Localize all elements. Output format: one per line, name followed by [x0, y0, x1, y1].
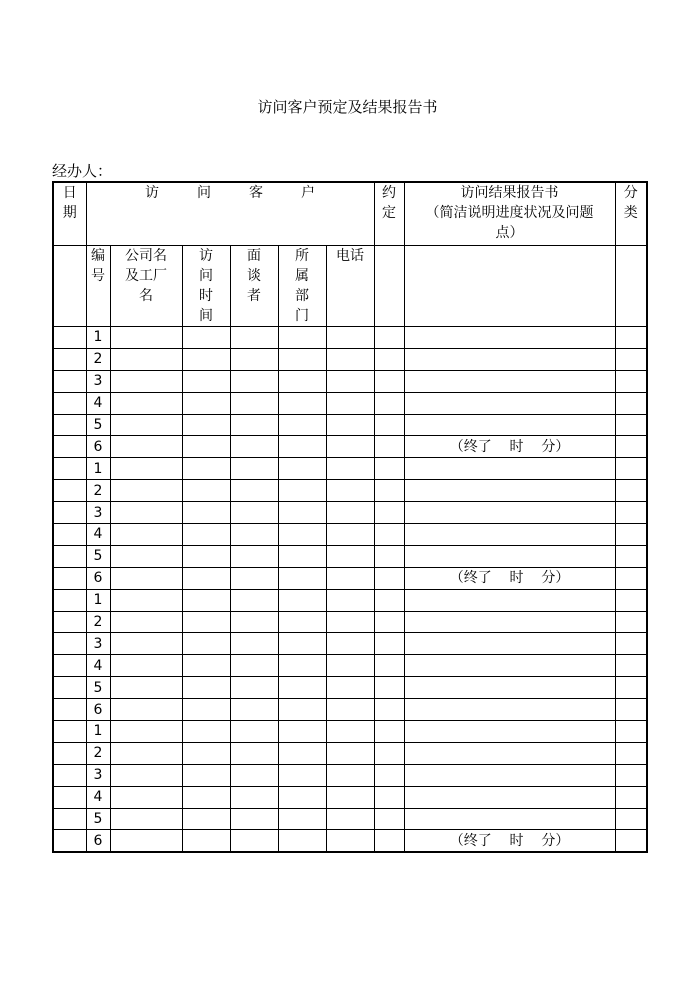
visitor-char: 客 [249, 185, 264, 201]
no-cell: 6 [86, 830, 110, 852]
interviewee-cell [230, 677, 278, 699]
phone-cell [326, 436, 374, 458]
table-row [53, 633, 647, 655]
department-cell [278, 589, 326, 611]
department-cell [278, 458, 326, 480]
category-cell [615, 392, 647, 414]
no-cell: 1 [86, 327, 110, 349]
phone-cell [326, 348, 374, 370]
table-row [53, 458, 647, 480]
appointment-cell [374, 786, 404, 808]
company-header: 公司名及工厂名 [110, 246, 182, 327]
interviewee-cell [230, 764, 278, 786]
department-cell [278, 633, 326, 655]
table-row [53, 764, 647, 786]
appointment-cell [374, 348, 404, 370]
date-cell [53, 742, 86, 764]
appointment-cell [374, 721, 404, 743]
interviewee-cell [230, 545, 278, 567]
visit-time-cell [182, 502, 230, 524]
date-cell [53, 436, 86, 458]
visit-time-cell [182, 677, 230, 699]
no-cell: 3 [86, 502, 110, 524]
no-cell: 5 [86, 414, 110, 436]
company-cell [110, 808, 182, 830]
date-cell [53, 370, 86, 392]
department-cell [278, 370, 326, 392]
result-cell [404, 348, 615, 370]
department-header: 所属部门 [278, 246, 326, 327]
interviewee-header: 面谈者 [230, 246, 278, 327]
phone-cell [326, 502, 374, 524]
department-cell [278, 392, 326, 414]
category-cell [615, 633, 647, 655]
date-cell [53, 808, 86, 830]
interviewee-cell [230, 611, 278, 633]
table-row [53, 699, 647, 721]
result-cell [404, 808, 615, 830]
department-cell [278, 327, 326, 349]
visit-time-cell [182, 786, 230, 808]
table-row [53, 524, 647, 546]
appointment-cell [374, 524, 404, 546]
department-cell [278, 348, 326, 370]
date-cell [53, 327, 86, 349]
department-cell [278, 699, 326, 721]
no-cell: 3 [86, 633, 110, 655]
department-cell [278, 742, 326, 764]
phone-cell [326, 414, 374, 436]
result-header: 访问结果报告书 （简洁说明进度状况及问题点） [404, 182, 615, 246]
visitor-header [86, 182, 374, 246]
visit-time-cell [182, 699, 230, 721]
result-cell: （终了 时 分） [404, 436, 615, 458]
table-row [53, 392, 647, 414]
interviewee-cell [230, 414, 278, 436]
date-cell [53, 414, 86, 436]
phone-cell [326, 677, 374, 699]
result-cell [404, 699, 615, 721]
date-cell [53, 786, 86, 808]
company-cell [110, 742, 182, 764]
category-cell [615, 480, 647, 502]
department-cell [278, 611, 326, 633]
interviewee-cell [230, 480, 278, 502]
category-subheader-cell [615, 246, 647, 327]
department-cell [278, 567, 326, 589]
date-cell [53, 830, 86, 852]
table-row [53, 786, 647, 808]
appointment-cell [374, 502, 404, 524]
interviewee-cell [230, 370, 278, 392]
table-row [53, 655, 647, 677]
page-title: 访问客户预定及结果报告书 [257, 98, 438, 116]
table-row [53, 502, 647, 524]
appointment-cell [374, 370, 404, 392]
no-cell: 1 [86, 458, 110, 480]
visit-time-cell [182, 567, 230, 589]
date-cell [53, 721, 86, 743]
phone-cell [326, 480, 374, 502]
department-cell [278, 524, 326, 546]
phone-cell [326, 764, 374, 786]
phone-cell [326, 327, 374, 349]
no-cell: 1 [86, 589, 110, 611]
visit-time-cell [182, 633, 230, 655]
category-cell [615, 589, 647, 611]
visitor-char: 访 [145, 185, 160, 201]
appointment-header: 约定 [374, 182, 404, 246]
phone-cell [326, 611, 374, 633]
date-cell [53, 699, 86, 721]
visit-time-cell [182, 392, 230, 414]
phone-cell [326, 567, 374, 589]
date-cell [53, 392, 86, 414]
category-cell [615, 414, 647, 436]
category-header: 分类 [615, 182, 647, 246]
phone-cell [326, 633, 374, 655]
interviewee-cell [230, 808, 278, 830]
department-cell [278, 545, 326, 567]
no-cell: 3 [86, 764, 110, 786]
no-header: 编号 [86, 246, 110, 327]
category-cell [615, 327, 647, 349]
visit-time-cell [182, 764, 230, 786]
appointment-cell [374, 830, 404, 852]
visit-time-cell [182, 611, 230, 633]
phone-cell [326, 589, 374, 611]
category-cell [615, 830, 647, 852]
result-cell [404, 545, 615, 567]
result-cell [404, 370, 615, 392]
result-cell [404, 524, 615, 546]
phone-cell [326, 699, 374, 721]
date-cell [53, 589, 86, 611]
interviewee-cell [230, 458, 278, 480]
category-cell [615, 611, 647, 633]
date-cell [53, 524, 86, 546]
date-cell [53, 458, 86, 480]
date-cell [53, 655, 86, 677]
company-cell [110, 370, 182, 392]
date-cell [53, 611, 86, 633]
no-cell: 3 [86, 370, 110, 392]
interviewee-cell [230, 436, 278, 458]
date-subheader-cell [53, 246, 86, 327]
phone-cell [326, 830, 374, 852]
phone-cell [326, 545, 374, 567]
result-cell [404, 589, 615, 611]
interviewee-cell [230, 502, 278, 524]
table-row [53, 808, 647, 830]
visit-time-cell [182, 808, 230, 830]
table-row [53, 589, 647, 611]
appointment-cell [374, 327, 404, 349]
department-cell [278, 655, 326, 677]
appointment-cell [374, 633, 404, 655]
no-cell: 5 [86, 545, 110, 567]
category-cell [615, 567, 647, 589]
appointment-cell [374, 480, 404, 502]
category-cell [615, 655, 647, 677]
category-cell [615, 699, 647, 721]
table-row [53, 480, 647, 502]
date-cell [53, 502, 86, 524]
no-cell: 5 [86, 677, 110, 699]
phone-cell [326, 392, 374, 414]
company-cell [110, 699, 182, 721]
table-row [53, 436, 647, 458]
company-cell [110, 545, 182, 567]
no-cell: 2 [86, 611, 110, 633]
appointment-cell [374, 458, 404, 480]
company-cell [110, 327, 182, 349]
interviewee-cell [230, 633, 278, 655]
visit-time-cell [182, 589, 230, 611]
visit-time-cell [182, 436, 230, 458]
interviewee-cell [230, 327, 278, 349]
date-cell [53, 567, 86, 589]
result-cell: （终了 时 分） [404, 567, 615, 589]
no-cell: 6 [86, 567, 110, 589]
category-cell [615, 808, 647, 830]
result-cell [404, 480, 615, 502]
category-cell [615, 545, 647, 567]
phone-cell [326, 786, 374, 808]
appointment-cell [374, 414, 404, 436]
visit-time-cell [182, 348, 230, 370]
visit-time-cell [182, 655, 230, 677]
department-cell [278, 436, 326, 458]
result-subheader-cell [404, 246, 615, 327]
company-cell [110, 677, 182, 699]
visit-time-cell [182, 458, 230, 480]
visit-time-cell [182, 414, 230, 436]
date-cell [53, 677, 86, 699]
no-cell: 6 [86, 699, 110, 721]
result-cell [404, 633, 615, 655]
appointment-cell [374, 436, 404, 458]
category-cell [615, 742, 647, 764]
company-cell [110, 611, 182, 633]
result-cell [404, 764, 615, 786]
table-row [53, 611, 647, 633]
table-row [53, 721, 647, 743]
no-cell: 2 [86, 742, 110, 764]
date-header: 日期 [53, 182, 86, 246]
table-row [53, 677, 647, 699]
category-cell [615, 524, 647, 546]
visit-time-cell [182, 480, 230, 502]
interviewee-cell [230, 589, 278, 611]
result-cell [404, 458, 615, 480]
appointment-cell [374, 589, 404, 611]
table-row [53, 327, 647, 349]
table-row [53, 742, 647, 764]
company-cell [110, 786, 182, 808]
date-cell [53, 348, 86, 370]
department-cell [278, 677, 326, 699]
result-cell [404, 392, 615, 414]
company-cell [110, 502, 182, 524]
department-cell [278, 808, 326, 830]
no-cell: 4 [86, 524, 110, 546]
company-cell [110, 524, 182, 546]
result-cell [404, 677, 615, 699]
no-cell: 2 [86, 348, 110, 370]
appointment-cell [374, 392, 404, 414]
company-cell [110, 458, 182, 480]
visit-time-cell [182, 742, 230, 764]
visit-time-header: 访问时间 [182, 246, 230, 327]
interviewee-cell [230, 655, 278, 677]
appointment-cell [374, 545, 404, 567]
phone-header: 电话 [326, 246, 374, 327]
appointment-subheader-cell [374, 246, 404, 327]
table-row [53, 545, 647, 567]
phone-cell [326, 370, 374, 392]
phone-cell [326, 721, 374, 743]
department-cell [278, 764, 326, 786]
handler-label: 经办人： [52, 162, 113, 180]
result-cell [404, 611, 615, 633]
date-cell [53, 633, 86, 655]
company-cell [110, 392, 182, 414]
phone-cell [326, 524, 374, 546]
interviewee-cell [230, 721, 278, 743]
company-cell [110, 348, 182, 370]
no-cell: 4 [86, 392, 110, 414]
interviewee-cell [230, 392, 278, 414]
appointment-cell [374, 764, 404, 786]
interviewee-cell [230, 830, 278, 852]
date-cell [53, 545, 86, 567]
department-cell [278, 480, 326, 502]
company-cell [110, 414, 182, 436]
result-cell [404, 786, 615, 808]
appointment-cell [374, 567, 404, 589]
category-cell [615, 721, 647, 743]
interviewee-cell [230, 348, 278, 370]
appointment-cell [374, 699, 404, 721]
appointment-cell [374, 808, 404, 830]
department-cell [278, 786, 326, 808]
visit-time-cell [182, 370, 230, 392]
interviewee-cell [230, 742, 278, 764]
phone-cell [326, 808, 374, 830]
appointment-cell [374, 655, 404, 677]
company-cell [110, 589, 182, 611]
date-cell [53, 764, 86, 786]
department-cell [278, 830, 326, 852]
table-row [53, 414, 647, 436]
appointment-cell [374, 742, 404, 764]
category-cell [615, 764, 647, 786]
result-cell: （终了 时 分） [404, 830, 615, 852]
visitor-char: 户 [301, 185, 316, 201]
visit-report-table [52, 181, 648, 853]
company-cell [110, 764, 182, 786]
result-cell [404, 414, 615, 436]
visit-time-cell [182, 830, 230, 852]
company-cell [110, 721, 182, 743]
department-cell [278, 721, 326, 743]
table-row [53, 830, 647, 852]
appointment-cell [374, 611, 404, 633]
result-cell [404, 655, 615, 677]
no-cell: 4 [86, 786, 110, 808]
result-cell [404, 327, 615, 349]
category-cell [615, 348, 647, 370]
table-row [53, 370, 647, 392]
visit-time-cell [182, 545, 230, 567]
interviewee-cell [230, 699, 278, 721]
interviewee-cell [230, 567, 278, 589]
category-cell [615, 786, 647, 808]
company-cell [110, 567, 182, 589]
table-row [53, 567, 647, 589]
no-cell: 4 [86, 655, 110, 677]
visit-time-cell [182, 524, 230, 546]
phone-cell [326, 458, 374, 480]
interviewee-cell [230, 786, 278, 808]
company-cell [110, 480, 182, 502]
department-cell [278, 502, 326, 524]
company-cell [110, 436, 182, 458]
visitor-char: 问 [197, 185, 212, 201]
phone-cell [326, 655, 374, 677]
result-cell [404, 742, 615, 764]
no-cell: 1 [86, 721, 110, 743]
company-cell [110, 830, 182, 852]
result-cell [404, 721, 615, 743]
company-cell [110, 655, 182, 677]
no-cell: 2 [86, 480, 110, 502]
result-cell [404, 502, 615, 524]
category-cell [615, 436, 647, 458]
appointment-cell [374, 677, 404, 699]
company-cell [110, 633, 182, 655]
category-cell [615, 677, 647, 699]
category-cell [615, 502, 647, 524]
date-cell [53, 480, 86, 502]
table-row [53, 348, 647, 370]
visit-time-cell [182, 721, 230, 743]
phone-cell [326, 742, 374, 764]
visit-time-cell [182, 327, 230, 349]
interviewee-cell [230, 524, 278, 546]
department-cell [278, 414, 326, 436]
category-cell [615, 370, 647, 392]
no-cell: 6 [86, 436, 110, 458]
category-cell [615, 458, 647, 480]
no-cell: 5 [86, 808, 110, 830]
